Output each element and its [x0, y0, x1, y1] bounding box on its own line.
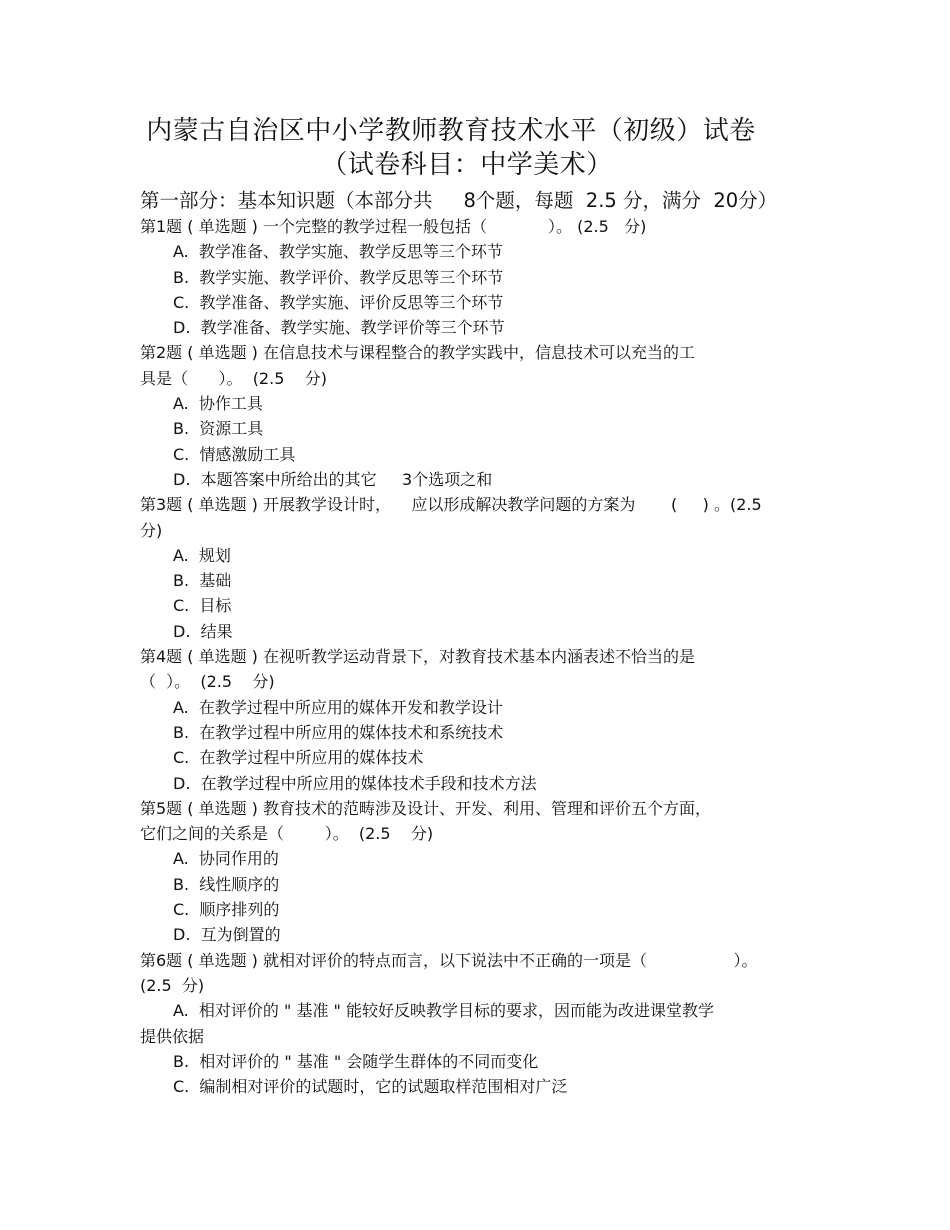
answer-option: B. 基础	[173, 571, 232, 591]
answer-option: A. 在教学过程中所应用的媒体开发和教学设计	[173, 697, 503, 717]
answer-option: C. 目标	[173, 596, 232, 616]
answer-option: C. 在教学过程中所应用的媒体技术	[173, 748, 424, 768]
answer-option: D. 在教学过程中所应用的媒体技术手段和技术方法	[173, 773, 537, 793]
answer-option: D. 教学准备、教学实施、教学评价等三个环节	[173, 318, 505, 338]
exam-title: 内蒙古自治区中小学教师教育技术水平（初级）试卷	[146, 116, 756, 146]
answer-option: B. 资源工具	[173, 419, 264, 439]
answer-option: C. 情感激励工具	[173, 444, 296, 464]
answer-option: D. 结果	[173, 621, 233, 641]
answer-option: D. 互为倒置的	[173, 925, 281, 945]
question-1	[140, 214, 820, 340]
question-stem-line: 第6题 ( 单选题 ) 就相对评价的特点而言，以下说法中不正确的一项是（ ）。	[140, 950, 758, 970]
answer-option: A. 相对评价的 " 基准 " 能较好反映教学目标的要求，因而能为改进课堂教学	[173, 1001, 714, 1021]
question-stem-line: (2.5 分)	[140, 975, 205, 995]
question-4	[140, 644, 820, 796]
question-stem-line: （ ）。 (2.5 分)	[140, 672, 275, 692]
answer-option: B. 相对评价的 " 基准 " 会随学生群体的不同而变化	[173, 1051, 539, 1071]
question-stem-line: 第2题 ( 单选题 ) 在信息技术与课程整合的教学实践中，信息技术可以充当的工	[140, 343, 696, 363]
answer-option: 提供依据	[140, 1026, 205, 1046]
answer-option: A. 协作工具	[173, 394, 263, 414]
section-header: 第一部分：基本知识题（本部分共 8个题，每题 2.5 分，满分 20分）	[140, 189, 778, 212]
question-stem-line: 分)	[140, 520, 163, 540]
question-3	[140, 492, 820, 644]
exam-subtitle: （试卷科目：中学美术）	[321, 150, 613, 180]
answer-option: C. 顺序排列的	[173, 900, 280, 920]
question-stem-line: 第5题 ( 单选题 ) 教育技术的范畴涉及设计、开发、利用、管理和评价五个方面，	[140, 798, 712, 818]
question-stem-line: 具是（ ）。 (2.5 分)	[140, 368, 327, 388]
question-stem-line: 第4题 ( 单选题 ) 在视听教学运动背景下，对教育技术基本内涵表述不恰当的是	[140, 647, 696, 667]
question-stem-line: 第3题 ( 单选题 ) 开展教学设计时， 应以形成解决教学问题的方案为 ( ) 。(2.5	[140, 495, 762, 515]
answer-option: B. 线性顺序的	[173, 874, 280, 894]
question-stem-line: 它们之间的关系是（ ）。 (2.5 分)	[140, 824, 434, 844]
question-5	[140, 796, 820, 948]
answer-option: A. 教学准备、教学实施、教学反思等三个环节	[173, 242, 503, 262]
question-2	[140, 340, 820, 492]
question-stem-line: 第1题 ( 单选题 ) 一个完整的教学过程一般包括（ ）。 (2.5 分)	[140, 217, 647, 236]
answer-option: A. 协同作用的	[173, 849, 279, 869]
answer-option: D. 本题答案中所给出的其它 3个选项之和	[173, 469, 493, 489]
question-list	[140, 214, 820, 1099]
question-6	[140, 948, 820, 1100]
answer-option: B. 教学实施、教学评价、教学反思等三个环节	[173, 267, 504, 287]
answer-option: A. 规划	[173, 545, 231, 565]
answer-option: B. 在教学过程中所应用的媒体技术和系统技术	[173, 722, 504, 742]
answer-option: C. 教学准备、教学实施、评价反思等三个环节	[173, 292, 504, 312]
answer-option: C. 编制相对评价的试题时，它的试题取样范围相对广泛	[173, 1077, 568, 1097]
